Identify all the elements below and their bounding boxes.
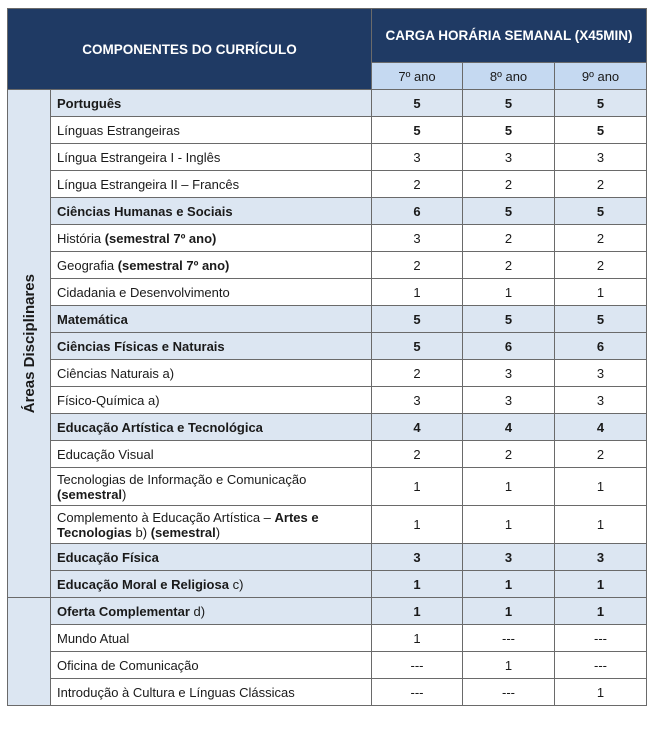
row-value-7: 1 <box>372 598 463 625</box>
row-value-9: 5 <box>555 117 647 144</box>
table-row <box>8 306 647 333</box>
row-value-7: 3 <box>372 144 463 171</box>
row-value-9: 2 <box>555 225 647 252</box>
row-name: Oficina de Comunicação <box>51 652 372 679</box>
header-row <box>8 9 647 63</box>
table-row <box>8 333 647 360</box>
row-name-part: Oferta Complementar <box>57 603 190 619</box>
row-value-7: 4 <box>372 414 463 441</box>
row-value-8: 1 <box>463 571 555 598</box>
table-row <box>8 360 647 387</box>
complementary-side-cell <box>8 598 51 706</box>
row-value-8: 5 <box>463 306 555 333</box>
table-row <box>8 441 647 468</box>
row-value-7: --- <box>372 652 463 679</box>
row-name: Mundo Atual <box>51 625 372 652</box>
row-value-7: 1 <box>372 625 463 652</box>
row-value-7: 2 <box>372 252 463 279</box>
row-value-8: 3 <box>463 144 555 171</box>
row-value-9: 1 <box>555 598 647 625</box>
year-9-header: 9º ano <box>555 63 647 90</box>
row-name: Educação Artística e Tecnológica <box>51 414 372 441</box>
table-row <box>8 468 647 506</box>
table-row <box>8 625 647 652</box>
row-value-8: --- <box>463 679 555 706</box>
curriculum-table-wrapper <box>7 8 647 706</box>
row-value-7: 5 <box>372 306 463 333</box>
row-value-9: --- <box>555 652 647 679</box>
table-row <box>8 225 647 252</box>
row-name-part: História <box>57 230 105 246</box>
row-value-9: 3 <box>555 387 647 414</box>
row-value-8: 4 <box>463 414 555 441</box>
row-value-9: 2 <box>555 441 647 468</box>
row-name <box>51 252 372 279</box>
row-name <box>51 225 372 252</box>
row-value-7: 1 <box>372 468 463 506</box>
row-value-8: 1 <box>463 506 555 544</box>
row-name-part: ) <box>215 524 221 540</box>
row-value-9: 2 <box>555 252 647 279</box>
table-row <box>8 252 647 279</box>
components-header <box>8 9 372 90</box>
row-value-8: 1 <box>463 598 555 625</box>
row-name-part: Educação Moral e Religiosa <box>57 576 229 592</box>
row-name-part: b) <box>131 524 151 540</box>
row-value-8: 2 <box>463 441 555 468</box>
row-name: Línguas Estrangeiras <box>51 117 372 144</box>
table-row <box>8 414 647 441</box>
row-value-8: 3 <box>463 544 555 571</box>
table-row <box>8 598 647 625</box>
row-name-note: c) <box>228 576 244 592</box>
row-name-part: Complemento à Educação Artística – <box>57 509 275 525</box>
row-name: Cidadania e Desenvolvimento <box>51 279 372 306</box>
row-name: Educação Física <box>51 544 372 571</box>
table-row <box>8 198 647 225</box>
row-value-9: 5 <box>555 198 647 225</box>
row-name-part: Tecnologias de Informação e Comunicação <box>57 471 307 487</box>
row-value-9: 5 <box>555 306 647 333</box>
row-name: Português <box>51 90 372 117</box>
weekly-load-header-text: CARGA HORÁRIA SEMANAL (X45MIN) <box>385 28 633 43</box>
row-value-9: 3 <box>555 544 647 571</box>
row-value-8: 3 <box>463 387 555 414</box>
table-row <box>8 506 647 544</box>
row-name-part: ) <box>122 486 127 502</box>
row-value-7: 6 <box>372 198 463 225</box>
row-name: Ciências Humanas e Sociais <box>51 198 372 225</box>
row-value-7: 1 <box>372 279 463 306</box>
table-row <box>8 679 647 706</box>
row-value-7: 5 <box>372 117 463 144</box>
row-value-8: 2 <box>463 252 555 279</box>
row-value-9: 3 <box>555 144 647 171</box>
row-value-7: 2 <box>372 441 463 468</box>
row-name-note: (semestral <box>150 524 216 540</box>
row-name: Físico-Química a) <box>51 387 372 414</box>
row-name <box>51 571 372 598</box>
row-value-7: --- <box>372 679 463 706</box>
row-value-8: 1 <box>463 279 555 306</box>
table-row <box>8 90 647 117</box>
areas-side-text: Áreas Disciplinares <box>20 273 38 414</box>
row-value-7: 5 <box>372 90 463 117</box>
row-value-8: 5 <box>463 117 555 144</box>
row-name-part: Geografia <box>57 257 118 273</box>
row-value-8: 5 <box>463 90 555 117</box>
row-name <box>51 506 372 544</box>
row-value-9: 1 <box>555 279 647 306</box>
row-name-bold: Artes e Tecnologias <box>57 509 319 540</box>
row-value-7: 5 <box>372 333 463 360</box>
row-value-7: 2 <box>372 171 463 198</box>
row-name: Ciências Físicas e Naturais <box>51 333 372 360</box>
row-value-8: 3 <box>463 360 555 387</box>
table-row <box>8 544 647 571</box>
row-value-7: 3 <box>372 387 463 414</box>
row-value-8: 1 <box>463 652 555 679</box>
row-value-9: 1 <box>555 506 647 544</box>
row-value-9: 6 <box>555 333 647 360</box>
row-name-note: (semestral <box>57 486 123 502</box>
areas-side-label <box>8 90 51 598</box>
row-value-7: 3 <box>372 225 463 252</box>
row-name: Introdução à Cultura e Línguas Clássicas <box>51 679 372 706</box>
row-value-9: 1 <box>555 468 647 506</box>
row-value-8: 1 <box>463 468 555 506</box>
row-name <box>51 598 372 625</box>
weekly-load-header <box>372 9 647 63</box>
row-name: Língua Estrangeira I - Inglês <box>51 144 372 171</box>
year-7-header: 7º ano <box>372 63 463 90</box>
row-value-7: 1 <box>372 571 463 598</box>
table-row <box>8 171 647 198</box>
row-name: Língua Estrangeira II – Francês <box>51 171 372 198</box>
row-name-note: d) <box>189 603 206 619</box>
row-value-8: 2 <box>463 225 555 252</box>
row-value-8: 5 <box>463 198 555 225</box>
row-value-9: 2 <box>555 171 647 198</box>
row-value-7: 1 <box>372 506 463 544</box>
row-value-9: 1 <box>555 571 647 598</box>
row-name: Ciências Naturais a) <box>51 360 372 387</box>
row-name: Matemática <box>51 306 372 333</box>
curriculum-table <box>7 8 647 706</box>
row-name-note: (semestral 7º ano) <box>104 230 217 246</box>
row-value-9: 5 <box>555 90 647 117</box>
year-8-header: 8º ano <box>463 63 555 90</box>
row-name: Educação Visual <box>51 441 372 468</box>
row-value-7: 3 <box>372 544 463 571</box>
components-header-text: COMPONENTES DO CURRÍCULO <box>82 41 297 57</box>
row-value-9: --- <box>555 625 647 652</box>
row-value-7: 2 <box>372 360 463 387</box>
row-name <box>51 468 372 506</box>
table-row <box>8 652 647 679</box>
row-value-8: --- <box>463 625 555 652</box>
table-row <box>8 387 647 414</box>
row-value-8: 6 <box>463 333 555 360</box>
row-value-9: 3 <box>555 360 647 387</box>
table-row <box>8 571 647 598</box>
row-value-9: 1 <box>555 679 647 706</box>
table-row <box>8 144 647 171</box>
table-row <box>8 279 647 306</box>
table-row <box>8 117 647 144</box>
row-value-9: 4 <box>555 414 647 441</box>
row-name-note: (semestral 7º ano) <box>117 257 230 273</box>
row-value-8: 2 <box>463 171 555 198</box>
